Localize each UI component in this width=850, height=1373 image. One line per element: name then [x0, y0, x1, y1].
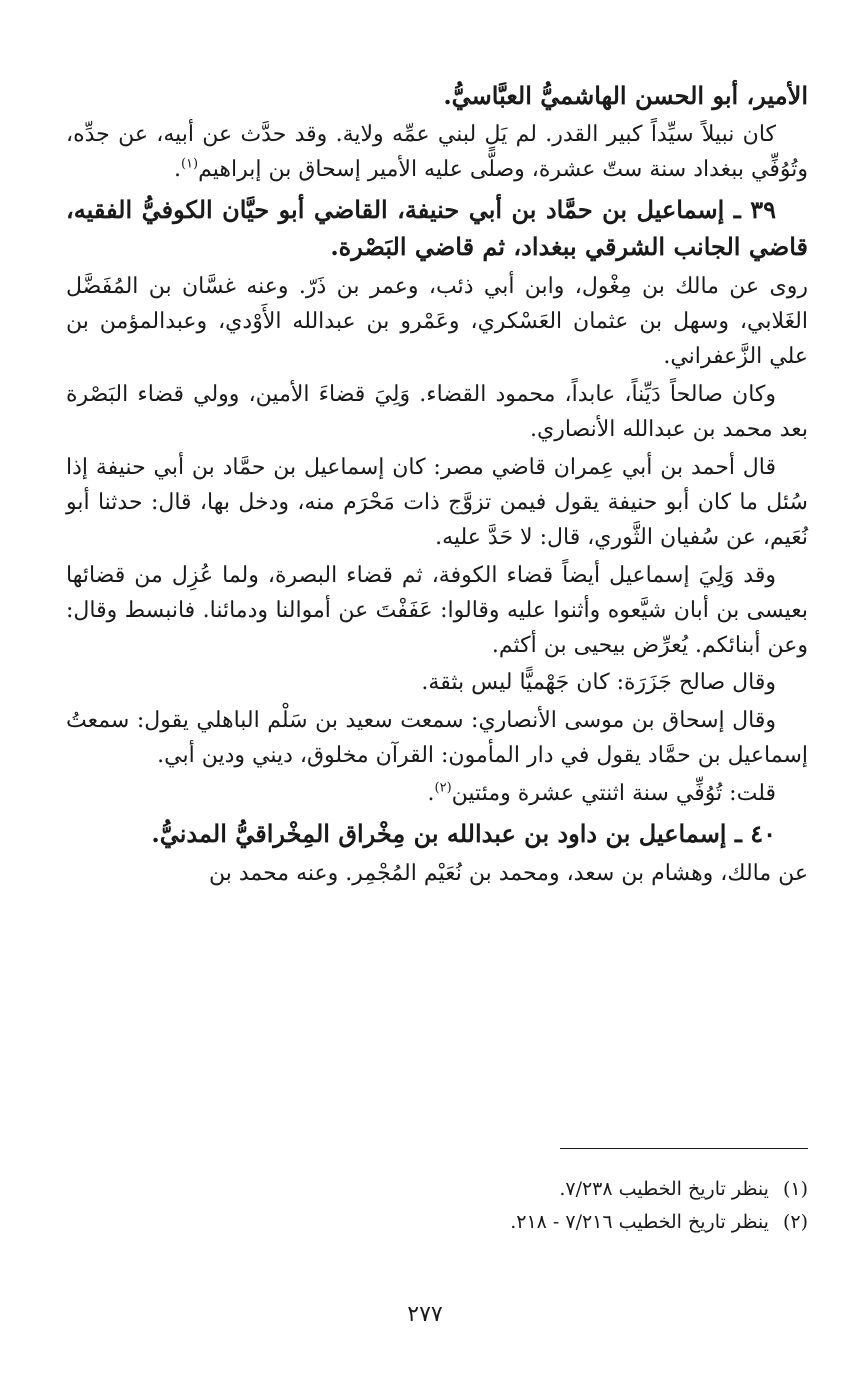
footnote-2-text: ينظر تاريخ الخطيب ٧/٢١٦ - ٢١٨. — [510, 1211, 769, 1234]
footnotes — [66, 1173, 808, 1240]
entry-39-paragraph-7 — [66, 777, 808, 812]
entry-39-paragraph-5: وقال صالح جَزَرَة: كان جَهْميًّا ليس بثقة. — [421, 670, 776, 696]
entry-39-paragraph-1: روى عن مالك بن مِغْول، وابن أبي ذئب، وعمر بن ذَرّ. وعنه غسَّان بن المُفَضَّل الغَلابي، وسهل بن عثمان العَسْكري، وعَمْرو بن عبدالله الأَوْدي، وعبدالمؤمن بن علي الزَّعفراني. — [66, 273, 808, 369]
entry-39-paragraph-3: قال أحمد بن أبي عِمران قاضي مصر: كان إسماعيل بن حمَّاد بن أبي حنيفة إذا سُئل ما كان أبو حنيفة يقول فيمن تزوَّج ذات مَحْرَم منه، ودخل بها، قال: حدثنا أبو نُعَيم، عن سُفيان الثَّوري، قال: لا حَدَّ عليه. — [66, 454, 808, 550]
footnote-1-text: ينظر تاريخ الخطيب ٧/٢٣٨. — [559, 1178, 769, 1200]
footnote-divider — [560, 1148, 808, 1149]
intro-end: . — [173, 156, 181, 182]
entry-39-paragraph-4: وقد وَلِيَ إسماعيل أيضاً قضاء الكوفة، ثم قضاء البصرة، ولما عُزِل من قضائها بعيسى بن أبان شيَّعوه وأثنوا عليه وقالوا: عَفَفْتَ عن أموالنا ودمائنا. فانبسط وقال: وعن أبنائكم. يُعرِّض بيحيى بن أكثم. — [66, 562, 808, 658]
entry-39-death-text: قلت: تُوُفِّي سنة اثنتي عشرة ومئتين — [451, 781, 776, 807]
entry-40-paragraph-1: عن مالك، وهشام بن سعد، ومحمد بن نُعَيْم المُجْمِر. وعنه محمد بن — [208, 860, 808, 886]
entry-39-paragraph-2: وكان صالحاً دَيِّناً، عابداً، محمود القضاء. وَلِيَ قضاءَ الأمين، وولي قضاء البَصْرة بعد محمد بن عبدالله الأنصاري. — [66, 381, 808, 442]
entry-39-death-end: . — [427, 781, 435, 807]
page-body — [66, 78, 808, 895]
footnote-ref-2[interactable]: (٢) — [434, 781, 452, 797]
entry-40-heading: ٤٠ ـ إسماعيل بن داود بن عبدالله بن مِخْراق المِخْراقيُّ المدنيُّ. — [151, 819, 776, 849]
intro-title: الأمير، أبو الحسن الهاشميُّ العبَّاسيُّ. — [443, 81, 808, 110]
footnote-1 — [66, 1173, 808, 1206]
entry-39-heading: ٣٩ ـ إسماعيل بن حمَّاد بن أبي حنيفة، القاضي أبو حيَّان الكوفيُّ الفقيه، قاضي الجانب الشرقي ببغداد، ثم قاضي البَصْرة. — [66, 194, 808, 262]
intro-paragraph — [66, 118, 808, 188]
intro-text: كان نبيلاً سيِّداً كبير القدر. لم يَلِ لبني عمِّه ولاية. وقد حدَّث عن أبيه، عن جدِّه، وتُوُفِّي ببغداد سنة ستّ عشرة، وصلَّى عليه الأمير إسحاق بن إبراهيم — [66, 122, 808, 182]
footnote-2 — [66, 1206, 808, 1239]
footnote-ref-1[interactable]: (١) — [180, 156, 199, 172]
entry-39-paragraph-6: وقال إسحاق بن موسى الأنصاري: سمعت سعيد بن سَلْم الباهلي يقول: سمعتُ إسماعيل بن حمَّاد يقول في دار المأمون: القرآن مخلوق، ديني ودين أبي. — [66, 708, 808, 769]
page-number: ٢٧٧ — [407, 1302, 443, 1327]
footnote-1-number: (١) — [782, 1178, 808, 1200]
footnote-2-number: (٢) — [782, 1211, 808, 1234]
